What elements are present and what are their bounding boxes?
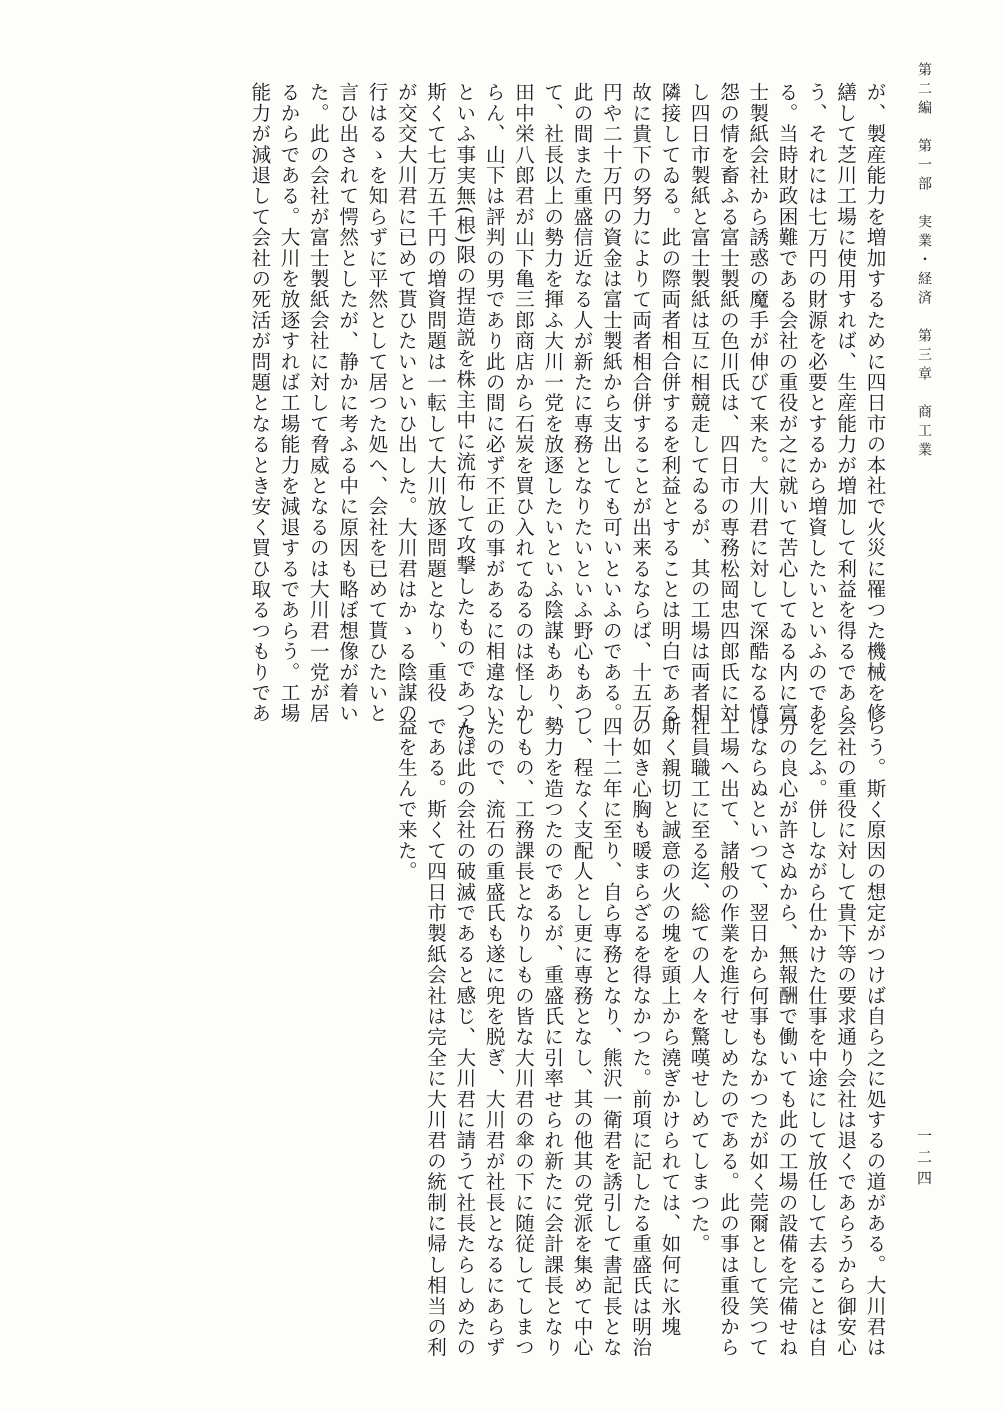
text-line: 分の良心が許さぬから、無報酬で働いても此の工場の設備を完備せね (775, 716, 799, 1358)
text-line: て、社長以上の勢力を揮ふ大川一党を放逐したいといふ陰謀もあり、 (540, 82, 564, 724)
text-line: しもの、工務課長となりしもの皆な大川君の傘の下に随従してしまつ (511, 716, 535, 1358)
text-line: を乞ふ。併しながら仕かけた仕事を中途にして放任して去ることは自 (804, 716, 828, 1358)
text-line: 此の間また重盛信近なる人が新たに専務となりたいといふ野心もあつ (570, 82, 594, 724)
text-line: 円や二十万円の資金は富士製紙から支出しても可いといふのである。 (599, 82, 623, 724)
text-line: う、それには七万円の財源を必要とするから増資したいといふのであ (804, 82, 828, 724)
text-line: といふ事実無(根)限の捏造説を株主中に流布して攻撃したものであつた。 (452, 82, 476, 762)
text-line: 四十二年に至り、自ら専務となり、熊沢一衛君を誘引して書記長とな (599, 716, 623, 1358)
text-line: し、程なく支配人とし更に専務となし、其の他其の党派を集めて中心 (570, 716, 594, 1358)
text-line: 繕して芝川工場に使用すれば、生産能力が増加して利益を得るであら (833, 82, 857, 724)
upper-text-column (63, 82, 889, 762)
text-line: の如き心胸も暖まらざるを得なかつた。前項に記したる重盛氏は明治 (628, 716, 652, 1358)
page-number: 一二四 (915, 1128, 933, 1191)
text-line: るからである。大川を放逐すれば工場能力を減退するであらう。工場 (277, 82, 301, 724)
text-line: 行はるゝを知らずに平然として居つた処へ、会社を已めて貰ひたいと (364, 82, 388, 724)
text-line: 益を生んで来た。 (394, 716, 418, 882)
text-line: らん、山下は評判の男であり此の間に必ず不正の事があるに相違ない (482, 82, 506, 724)
text-line: し四日市製紙と富士製紙は互に相競走してゐるが、其の工場は両者相 (687, 82, 711, 724)
text-line: 会社の重役に対して貴下等の要求通り会社は退くであらうから御安心 (833, 716, 857, 1358)
text-line: らう。斯く原因の想定がつけば自ら之に処するの道がある。大川君は (863, 716, 886, 1358)
text-line: た。此の会社が富士製紙会社に対して脅威となるのは大川君一党が居 (306, 82, 330, 724)
text-line: たので、流石の重盛氏も遂に兜を脱ぎ、大川君が社長となるにあらず (482, 716, 506, 1358)
text-line: る。当時財政困難である会社の重役が之に就いて苦心してゐる内に富 (775, 82, 799, 724)
text-line: 斯く親切と誠意の火の塊を頭上から澆ぎかけられては、如何に氷塊 (657, 716, 681, 1337)
text-line: 怨の情を畜ふる富士製紙の色川氏は、四日市の専務松岡忠四郎氏に対 (716, 82, 740, 724)
running-head: 第二編 第一部 実業・経済 第三章 商工業 (916, 62, 932, 461)
lower-text-column (269, 716, 889, 1358)
text-line: が交交大川君に已めて貰ひたいといひ出した。大川君はかゝる陰謀の (394, 82, 418, 724)
text-line: 故に貴下の努力によりて両者相合併することが出来るならば、十五万 (628, 82, 652, 724)
text-line: 隣接してゐる。此の際両者相合併するを利益とすることは明白である (657, 82, 681, 724)
text-line: ばならぬといつて、翌日から何事もなかつたが如く莞爾として笑つて (745, 716, 769, 1358)
text-line: んば此の会社の破滅であると感じ、大川君に請うて社長たらしめたの (452, 716, 476, 1358)
text-line: 社員職工に至る迄、総ての人々を驚嘆せしめてしまつた。 (687, 716, 711, 1255)
text-line: 田中栄八郎君が山下亀三郎商店から石炭を買ひ入れてゐるのは怪しか (511, 82, 535, 724)
text-line: 言ひ出されて愕然としたが、静かに考ふる中に原因も略ぼ想像が着い (335, 82, 359, 724)
text-line: 士製紙会社から誘惑の魔手が伸びて来た。大川君に対して深酷なる憤 (745, 82, 769, 724)
text-line: 斯くて七万五千円の増資問題は一転して大川放逐問題となり、重役 (423, 82, 447, 703)
text-line: 工場へ出て、諸般の作業を進行せしめたのである。此の事は重役から (716, 716, 740, 1358)
text-line: である。斯くて四日市製紙会社は完全に大川君の統制に帰し相当の利 (423, 716, 447, 1358)
text-line: が、製産能力を増加するために四日市の本社で火災に罹つた機械を修 (863, 82, 886, 724)
text-line: 能力が減退して会社の死活が問題となるとき安く買ひ取るつもりであ (247, 82, 271, 724)
text-line: 勢力を造つたのであるが、重盛氏に引率せられ新たに会計課長となり (540, 716, 564, 1358)
